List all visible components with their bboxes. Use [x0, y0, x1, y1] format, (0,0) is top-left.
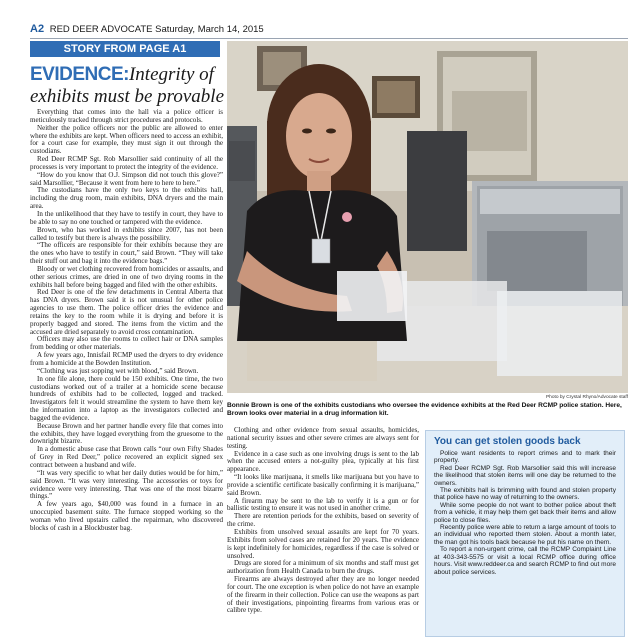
article-paragraph: In one file alone, there could be 150 exhibits. One time, the two custodians worked out of a trailer at a homicide scene because hundreds of exhibits had to be collected, logged and tracked. Investigators felt it would streamline the system to have them key the information into a laptop as the investigators collected and bagged the evidence. — [30, 374, 223, 422]
article-paragraph: Neither the police officers nor the public are allowed to enter where the exhibits are kept. When officers need to access an exhibit, for a court case for example, they must sign it out through the custodians. — [30, 123, 223, 156]
headline — [30, 64, 225, 108]
headline-lead: EVIDENCE: — [30, 64, 129, 85]
article-paragraph: “Clothing was just sopping wet with blood,” said Brown. — [37, 366, 199, 375]
article-paragraph: Clothing and other evidence from sexual assaults, homicides, national security issues and other severe crimes are always sent for testing. — [227, 427, 419, 450]
article-paragraph: Evidence in a case such as one involving drugs is sent to the lab when the accused enters a not-guilty plea, typically at his first appearance. — [227, 449, 419, 474]
photo-credit: Photo by Crystal Rhyno/Advocate staff — [545, 395, 628, 400]
article-paragraph: Police want residents to report crimes and to mark their property. — [434, 450, 616, 465]
article-paragraph: The exhibits hall is brimming with found and stolen property that police have no way of returning to the owners. — [434, 487, 616, 502]
article-column-1 — [30, 109, 223, 639]
photo-illustration — [227, 41, 628, 393]
folio-line — [30, 23, 264, 37]
article-paragraph: Bloody or wet clothing recovered from homicides or assaults, and other serious crimes, are dried in one of two drying rooms in the exhibits hall before being bagged and filed with the other exhibits. — [30, 264, 223, 289]
sidebar-body — [434, 450, 616, 576]
article-paragraph: Drugs are stored for a minimum of six months and staff must get authorization from Health Canada to burn the drugs. — [227, 559, 419, 576]
article-paragraph: While some people do not want to bother police about theft from a vehicle, it may help them get back their items and allow police to close files. — [434, 501, 616, 524]
paper-date: RED DEER ADVOCATE Saturday, March 14, 2015 — [49, 24, 264, 35]
article-paragraph: Red Deer RCMP Sgt. Rob Marsollier said continuity of all the processes is very important to protect the integrity of the evidence. — [30, 155, 223, 171]
article-paragraph: In a domestic abuse case that Brown calls “our own Fifty Shades of Grey in Red Deer,” police recovered an explicit signed sex contract between a husband and wife. — [30, 445, 223, 469]
article-paragraph: A firearm may be sent to the lab to verify it is a gun or for ballistic testing to ensure it was not used in another crime. — [227, 496, 419, 513]
article-paragraph: There are retention periods for the exhibits, based on severity of the crime. — [227, 512, 419, 529]
article-paragraph: Recently police were able to return a large amount of tools to an individual who reported them stolen. About a month later, the man got his tools back because he put his name on them. — [434, 524, 616, 546]
article-paragraph: Exhibits from unsolved sexual assaults are kept for 70 years. Exhibits from solved cases are retained for 20 years. The evidence is kept indefinitely for homicides, regardless if the case is solved or unsolved. — [227, 527, 419, 560]
article-paragraph: Everything that comes into the hall via a police officer is meticulously tracked through strict procedures and protocols. — [30, 109, 223, 124]
article-paragraph: Red Deer is one of the few detachments in Central Alberta that has DNA dryers. Brown said it is not unusual for other police agencies to use them. The police officer dries the evidence and retains the key to the room while it is drying and before it is properly bagged and stored. The items from the victim and the accused are dried separately to avoid cross contamination. — [30, 288, 223, 336]
article-paragraph: The custodians have the only two keys to the exhibits hall, including the drug room, main exhibits, DNA dryers and the main area. — [30, 186, 223, 211]
article-paragraph: A few years ago, Innisfail RCMP used the dryers to dry evidence from a homicide at the Bowden Institution. — [30, 351, 223, 367]
photo-cutline: Bonnie Brown is one of the exhibits custodians who oversee the evidence exhibits at the Red Deer RCMP police station. Here, Brown looks over material in a drug information kit. — [227, 402, 622, 417]
news-photo — [227, 41, 628, 393]
article-paragraph: “It was very specific to what her daily duties would be for him,” said Brown. “It was very interesting. The accessories or toys for evidence were very interesting. That was one of the most bizarre things.” — [30, 468, 223, 501]
article-paragraph: “How do you know that O.J. Simpson did not touch this glove?” said Marsollier, “Because it went from here to here to here.” — [30, 170, 223, 187]
folio-divider — [30, 38, 628, 39]
article-paragraph: “It looks like marijuana, it smells like marijuana but you have to provide a scientific certificate basically confirming it is marijuana,” said Brown. — [227, 473, 419, 497]
article-paragraph: A few years ago, $40,000 was found in a furnace in an unoccupied basement suite. The furnace stopped working so the woman who lived upstairs called the repairman, who discovered blocks of cash in a Blockbuster bag. — [30, 500, 223, 532]
story-kicker: STORY FROM PAGE A1 — [30, 41, 220, 57]
sidebar-box — [425, 430, 625, 637]
article-paragraph: “The officers are responsible for their exhibits because they are the ones who have to testify in court,” said Brown. “They will take their stuff out and bag it into the evidence bags.” — [30, 241, 223, 266]
article-paragraph: Brown, who has worked in exhibits since 2007, has not been called to testify but there is always the possibility. — [30, 225, 223, 242]
headline-rest: Integrity of exhibits must be provable — [30, 64, 225, 107]
sidebar-title: You can get stolen goods back — [434, 436, 581, 447]
article-paragraph: Red Deer RCMP Sgt. Rob Marsollier said this will increase the likelihood that stolen items will one day be returned to the owners. — [434, 464, 616, 487]
article-column-2 — [227, 427, 419, 639]
article-paragraph: To report a non-urgent crime, call the RCMP Complaint Line at 403-343-5575 or visit a local RCMP office during office hours. Visit www.reddeer.ca and search RCMP to find out more about police services. — [434, 546, 616, 576]
article-paragraph: In the unlikelihood that they have to testify in court, they have to be able to say no one touched or tampered with the evidence. — [30, 209, 223, 226]
article-paragraph: Officers may also use the rooms to collect hair or DNA samples from bedding or other materials. — [30, 335, 223, 352]
page-number: A2 — [30, 23, 45, 35]
article-paragraph: Firearms are always destroyed after they are no longer needed for court. The one exception is when police do not have an example of the firearm in their collection. Police can use the weapons as part of their investigations, pinpointing firearms from various eras or calibre type. — [227, 575, 419, 615]
article-paragraph: Because Brown and her partner handle every file that comes into the exhibits, they have logged everything from the gruesome to the downright bizarre. — [30, 421, 223, 446]
